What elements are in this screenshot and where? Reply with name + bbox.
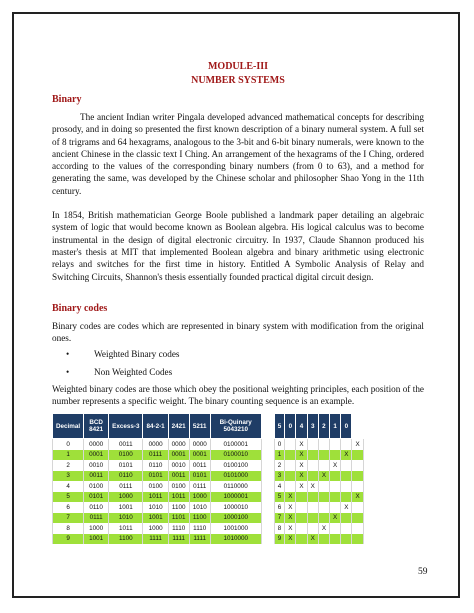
table-cell: 0000 [189,439,210,450]
table-cell [285,471,296,482]
table-cell [330,523,341,534]
table-cell [330,534,341,545]
table-cell [352,460,363,471]
section-heading-binary: Binary [52,94,82,105]
table-cell: 1111 [189,534,210,545]
table-cell: X [285,534,296,545]
column-spacer [261,481,274,492]
table-cell: 0101 [189,471,210,482]
table-cell: 0000 [143,439,168,450]
table-cell: 3 [53,471,84,482]
table-cell: X [296,471,307,482]
table-cell: X [307,534,318,545]
table-cell: 1100 [189,513,210,524]
module-title: MODULE-III [207,61,268,72]
table-cell [285,460,296,471]
table-cell: 0011 [189,460,210,471]
column-spacer [261,492,274,503]
table-cell: 1011 [168,492,189,503]
table-cell: 1000 [143,523,168,534]
table-header-row [53,414,364,439]
table-cell: 1010 [189,502,210,513]
table-cell [330,450,341,461]
table-cell: 4 [53,481,84,492]
column-spacer [261,523,274,534]
document-body [52,60,424,408]
table-cell: 1011 [143,492,168,503]
table-cell: 9 [274,534,285,545]
table-cell: 1000010 [210,502,261,513]
table-cell: 0011 [109,439,143,450]
table-cell: 1000 [109,492,143,503]
column-header: 84-2-1 [143,414,168,439]
table-cell [352,471,363,482]
table-cell: 2 [53,460,84,471]
table-cell: 0001 [168,450,189,461]
column-header: 1 [330,414,341,439]
column-header: BCD 8421 [84,414,109,439]
table-cell: 0101 [143,471,168,482]
table-cell [330,502,341,513]
column-header: 5211 [189,414,210,439]
table-cell [318,439,329,450]
table-cell: X [352,439,363,450]
table-cell [307,502,318,513]
table-cell: 5 [274,492,285,503]
column-header: Bi-Quinary 5043210 [210,414,261,439]
column-spacer [261,502,274,513]
table-cell: 0001 [189,450,210,461]
column-spacer [261,534,274,545]
table-cell [307,460,318,471]
table-cell: 0100 [109,450,143,461]
column-header: Excess-3 [109,414,143,439]
table-cell [318,492,329,503]
table-cell [341,523,352,534]
table-cell: 0111 [109,481,143,492]
table-cell: 1011 [109,523,143,534]
column-header: 0 [285,414,296,439]
table-cell [318,502,329,513]
table-cell [330,481,341,492]
table-cell: 2 [274,460,285,471]
table-cell: 0011 [84,471,109,482]
table-cell: 0110 [84,502,109,513]
table-cell: 1000 [84,523,109,534]
table-cell [341,481,352,492]
table-cell: X [330,513,341,524]
table-cell [352,513,363,524]
table-cell: 1000 [189,492,210,503]
table-cell: X [285,502,296,513]
list-item: • Weighted Binary codes [66,349,180,360]
table-cell: 6 [53,502,84,513]
table-cell: 1101 [168,513,189,524]
table-cell: 7 [274,513,285,524]
table-row [53,534,364,545]
table-cell [307,523,318,534]
table-cell: 0111 [84,513,109,524]
list-item-label: Non Weighted Codes [94,366,173,377]
table-cell: 1 [274,450,285,461]
table-cell [352,523,363,534]
table-cell: 0000 [168,439,189,450]
table-cell: 1000100 [210,513,261,524]
table-cell [296,523,307,534]
table-body [53,439,364,545]
table-cell: 0 [53,439,84,450]
table-cell: 1010 [143,502,168,513]
code-type-list [52,348,424,378]
table-cell [341,471,352,482]
table-cell: 0001 [84,450,109,461]
paragraph-pingala: The ancient Indian writer Pingala developed advanced mathematical concepts for describing prosody, and in doing so presented the first known description of a binary numeral system. A full set of 8 trigrams and 64 hexagrams, analogous to the 3-bit and 6-bit binary numerals, were known to the ancient Chinese in the classic text I Ching. An arrangement of the hexagrams of the I Ching, ordered according to the values of the corresponding binary numbers (from 0 to 63), and a method for generating the same, was developed by the Chinese scholar and philosopher Shao Yong in the 11th century. [52,112,424,196]
table-cell: 1001 [84,534,109,545]
table-cell: 0100100 [210,460,261,471]
table-cell [307,492,318,503]
table-row [53,481,364,492]
table-cell: 0100010 [210,450,261,461]
table-cell: 0101000 [210,471,261,482]
list-item: • Non Weighted Codes [66,366,173,377]
table-cell: X [296,481,307,492]
table-cell: 1000001 [210,492,261,503]
table-cell [352,450,363,461]
table-cell [341,439,352,450]
table-cell [318,450,329,461]
table-cell [285,439,296,450]
table-cell: 0111 [189,481,210,492]
column-spacer [261,460,274,471]
table-cell [330,471,341,482]
list-item-label: Weighted Binary codes [94,349,180,360]
column-spacer [261,513,274,524]
table-cell [341,513,352,524]
table-row [53,450,364,461]
table-cell: 1100 [109,534,143,545]
table-cell [352,481,363,492]
table-cell: 0100001 [210,439,261,450]
column-spacer [261,414,274,439]
table-row [53,492,364,503]
table-cell: 0110000 [210,481,261,492]
table-cell: 0000 [84,439,109,450]
table-cell: 8 [274,523,285,534]
table-cell: 0100 [168,481,189,492]
table-cell: 0 [274,439,285,450]
table-cell [341,460,352,471]
table-cell: 0101 [109,460,143,471]
table-cell: 9 [53,534,84,545]
table-cell: 0010 [168,460,189,471]
table-cell: X [330,460,341,471]
table-cell: X [285,513,296,524]
table-cell [341,492,352,503]
paragraph-boole: In 1854, British mathematician George Boole published a landmark paper detailing an algebraic system of logic that would become known as Boolean algebra. His logical calculus was to become instrumental in the design of digital electronic circuitry. In 1937, Claude Shannon produced his master's thesis at MIT that implemented Boolean algebra and binary arithmetic using electronic relays and switches for the first time in history. Entitled A Symbolic Analysis of Relay and Switching Circuits, Shannon's thesis essentially founded practical digital circuit design. [52,210,424,282]
binary-codes-table [52,413,364,544]
table-cell: X [285,492,296,503]
table-cell: 1001000 [210,523,261,534]
column-spacer [261,471,274,482]
table-cell: 0110 [109,471,143,482]
table-cell: X [352,492,363,503]
table-cell: 3 [274,471,285,482]
table-cell [352,502,363,513]
table-cell: 1001 [109,502,143,513]
table-row [53,523,364,534]
page-subtitle: NUMBER SYSTEMS [191,75,285,86]
table-cell: 1110 [168,523,189,534]
table-cell [341,534,352,545]
table-cell: 1110 [189,523,210,534]
table-cell [296,492,307,503]
column-header: 0 [341,414,352,439]
table-cell: X [307,481,318,492]
column-header: 2421 [168,414,189,439]
table-cell [352,534,363,545]
table-cell [318,481,329,492]
table-row [53,439,364,450]
table-cell: 0100 [84,481,109,492]
table-cell [307,450,318,461]
table-cell: 0011 [168,471,189,482]
table-cell: 1010000 [210,534,261,545]
table-cell: 1010 [109,513,143,524]
section-heading-binary-codes: Binary codes [52,302,108,314]
table-cell [330,492,341,503]
column-header: Decimal [53,414,84,439]
table-cell: X [341,450,352,461]
table-cell: 0101 [84,492,109,503]
table-cell [296,502,307,513]
table-cell: 1001 [143,513,168,524]
paragraph-binary-codes: Binary codes are codes which are represented in binary system with modification from the original ones. [52,320,424,344]
table-cell: X [296,460,307,471]
table-cell [285,450,296,461]
table-cell: 1 [53,450,84,461]
column-header: 5 [274,414,285,439]
table-cell: 4 [274,481,285,492]
table-cell: 0110 [143,460,168,471]
table-cell [285,481,296,492]
table-cell [296,534,307,545]
paragraph-weighted-codes: Weighted binary codes are those which obey the positional weighting principles, each position of the number represents a specific weight. The binary counting sequence is an example. [52,384,424,407]
table-cell: 6 [274,502,285,513]
table-cell: 1100 [168,502,189,513]
table-row [53,502,364,513]
table-cell [307,471,318,482]
table-cell: 8 [53,523,84,534]
table-cell: 1111 [143,534,168,545]
column-spacer [261,450,274,461]
table-cell: 0010 [84,460,109,471]
table-cell: X [318,471,329,482]
column-header: 3 [307,414,318,439]
page-number: 59 [418,567,428,577]
column-header: 2 [318,414,329,439]
table-cell: X [285,523,296,534]
table-cell [318,513,329,524]
table-cell [330,439,341,450]
table-cell [307,439,318,450]
table-cell: 5 [53,492,84,503]
table-cell: X [296,450,307,461]
table-cell: X [341,502,352,513]
table-cell: X [318,523,329,534]
table-row [53,513,364,524]
column-header: 4 [296,414,307,439]
column-spacer [261,439,274,450]
table-cell [296,513,307,524]
table-cell: X [296,439,307,450]
table-cell: 7 [53,513,84,524]
table-cell: 0100 [143,481,168,492]
table-cell [307,513,318,524]
table-cell [318,460,329,471]
table-row [53,460,364,471]
table-cell [318,534,329,545]
table-cell: 0111 [143,450,168,461]
table-row [53,471,364,482]
table-cell: 1111 [168,534,189,545]
